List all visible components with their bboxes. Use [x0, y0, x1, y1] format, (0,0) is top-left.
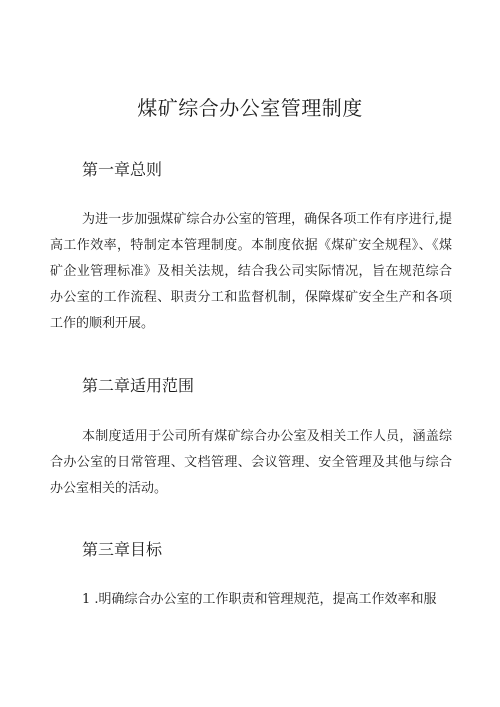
chapter-1-heading: 第一章总则 — [82, 160, 163, 179]
chapter-2-heading: 第二章适用范围 — [82, 376, 195, 395]
chapter-2-paragraph: 本制度适用于公司所有煤矿综合办公室及相关工作人员，涵盖综合办公室的日常管理、文档管理、会议管理、安全管理及其他与综合办公室相关的活动。 — [50, 429, 452, 496]
chapter-3-list-item: 1 .明确综合办公室的工作职责和管理规范，提高工作效率和服 — [82, 592, 437, 607]
chapter-3-heading: 第三章目标 — [82, 540, 163, 559]
chapter-1-paragraph: 为进一步加强煤矿综合办公室的管理，确保各项工作有序进行,提高工作效率，特制定本管理制度。本制度依据《煤矿安全规程》、《煤矿企业管理标准》及相关法规，结合我公司实际情况，旨在规范综合办公室的工作流程、职责分工和监督机制，保障煤矿安全生产和各项工作的顺利开展。 — [50, 212, 452, 331]
document-title: 煤矿综合办公室管理制度 — [137, 96, 363, 120]
